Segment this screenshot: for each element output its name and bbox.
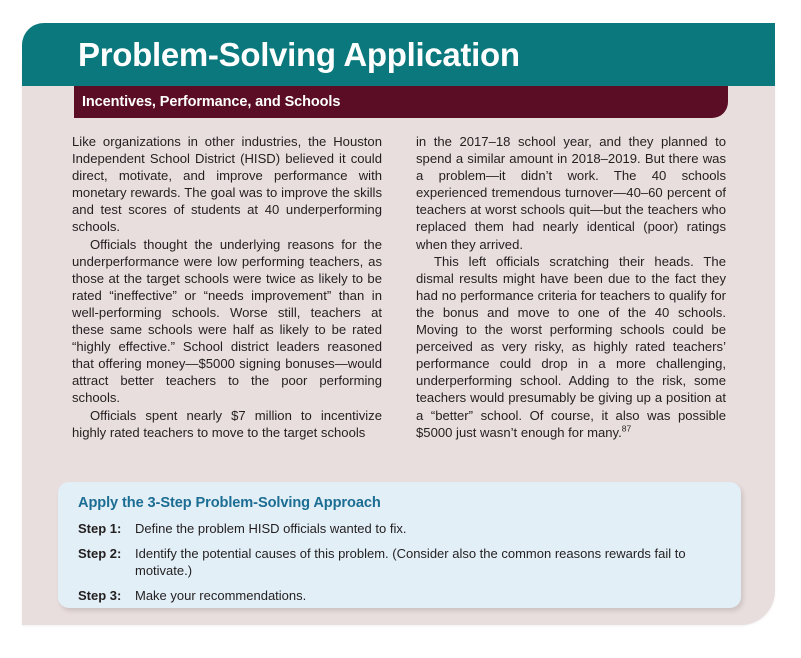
step-text: Identify the potential causes of this problem. (Consider also the common reasons rewards fail to motivate.) <box>135 546 686 579</box>
paragraph: Officials thought the underlying reasons for the underperformance were low performing teachers, as those at the target schools were twice as likely to be rated “ineffective” or “needs improvement” than in well-performing schools. Worse still, teachers at these same schools were half as likely to be rated “highly effective.” School district leaders reasoned that offering money—$5000 signing bonuses—would attract better teachers to the poor performing schools. <box>72 236 382 406</box>
page-title: Problem-Solving Application <box>78 36 520 73</box>
article-columns <box>72 133 726 441</box>
step-label: Step 1: <box>78 521 122 537</box>
article-column-right <box>416 133 726 441</box>
feature-subtitle-bar <box>74 86 728 118</box>
step-text: Make your recommendations. <box>135 588 307 604</box>
article-column-left <box>72 133 382 441</box>
paragraph: in the 2017–18 school year, and they planned to spend a similar amount in 2018–2019. But there was a problem—it didn’t work. The 40 schools experienced tremendous turnover—40–60 percent of teachers at worst schools quit—but the teachers who replaced them had nearly identical (poor) ratings when they arrived. <box>416 134 726 252</box>
apply-approach-box <box>58 482 741 608</box>
apply-box-heading: Apply the 3-Step Problem-Solving Approach <box>78 495 381 511</box>
footnote-marker: 87 <box>621 423 632 434</box>
step-label: Step 2: <box>78 546 122 562</box>
feature-subtitle: Incentives, Performance, and Schools <box>82 94 341 110</box>
paragraph-with-footnote <box>416 253 726 441</box>
paragraph-text: This left officials scratching their heads. The dismal results might have been due to the fact they had no performance criteria for teachers to qualify for the bonus and move to one of the 40 schools. Moving to the worst performing schools could be perceived as very risky, as highly rated teachers’ performance could drop in a more challenging, underperforming school. Adding to the risk, some teachers would presumably be giving up a position at a “better” school. Of course, it also was possible $5000 just wasn’t enough for many. <box>416 253 726 440</box>
paragraph: Like organizations in other industries, the Houston Independent School District (HISD) believed it could direct, motivate, and improve performance with monetary rewards. The goal was to improve the skills and test scores of students at 40 underperforming schools. <box>72 134 382 235</box>
step-row <box>78 587 721 604</box>
step-row <box>78 545 721 579</box>
step-text: Define the problem HISD officials wanted to fix. <box>135 521 407 537</box>
paragraph: Officials spent nearly $7 million to incentivize highly rated teachers to move to the target schools <box>72 407 382 440</box>
step-label: Step 3: <box>78 588 122 604</box>
step-row <box>78 520 721 537</box>
feature-title-bar <box>22 23 775 86</box>
